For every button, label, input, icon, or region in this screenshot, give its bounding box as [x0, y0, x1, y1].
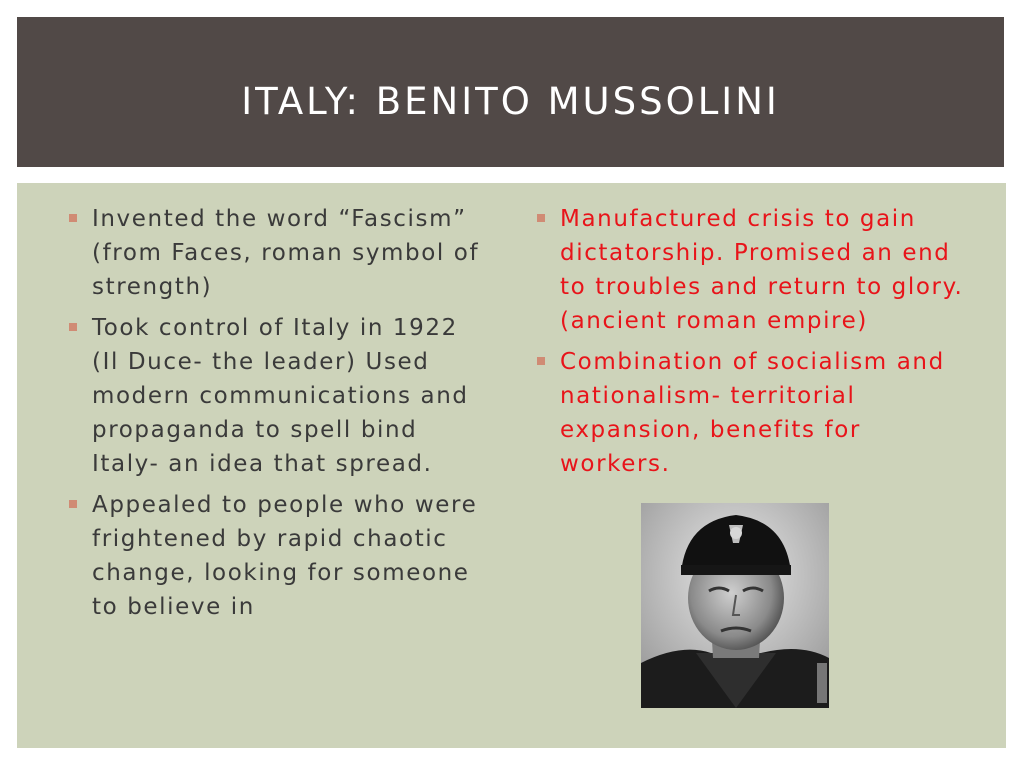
bullet-icon — [537, 357, 545, 365]
left-bullet-list — [69, 202, 489, 631]
bullet-icon — [69, 500, 77, 508]
title-bar — [17, 17, 1004, 167]
list-item: Manufactured crisis to gain dictatorship. Promised an end to troubles and return to glory. (ancient roman empire) — [537, 202, 977, 338]
list-item: Appealed to people who were frightened by rapid chaotic change, looking for someone to believe in — [69, 488, 489, 624]
list-item: Invented the word “Fascism” (from Faces, roman symbol of strength) — [69, 202, 489, 304]
portrait-icon — [641, 503, 829, 708]
right-bullet-list — [537, 202, 977, 488]
bullet-icon — [69, 323, 77, 331]
portrait-photo — [641, 503, 829, 708]
list-item: Took control of Italy in 1922 (Il Duce- the leader) Used modern communications and propaganda to spell bind Italy- an idea that spread. — [69, 311, 489, 481]
list-item: Combination of socialism and nationalism- territorial expansion, benefits for workers. — [537, 345, 977, 481]
slide-title: ITALY: BENITO MUSSOLINI — [241, 79, 780, 123]
content-area — [17, 183, 1006, 748]
bullet-icon — [537, 214, 545, 222]
bullet-icon — [69, 214, 77, 222]
